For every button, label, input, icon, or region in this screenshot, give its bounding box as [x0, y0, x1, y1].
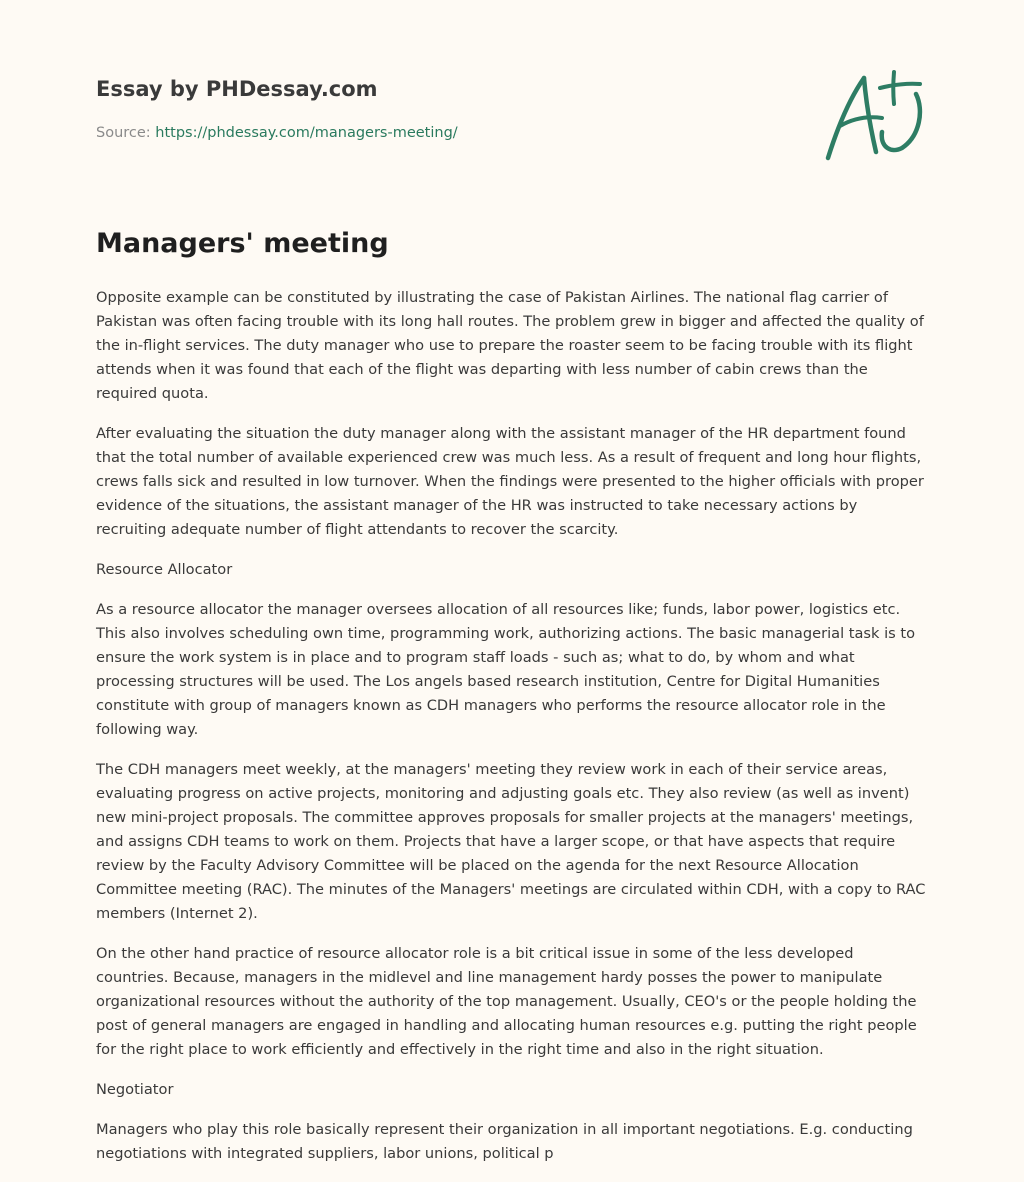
a-plus-grade-icon [820, 66, 930, 166]
essay-paragraph: On the other hand practice of resource allocator role is a bit critical issue in some of the less developed countries. Because, managers in the midlevel and line management hardy posses the power to manipulate organizational resources without the authority of the top management. Usually, CEO's or the people holding the post of general managers are engaged in handling and allocating human resources e.g. putting the right people for the right place to work efficiently and effectively in the right time and also in the right situation. [96, 945, 917, 1058]
source-line [96, 123, 696, 143]
site-title: Essay by PHDessay.com [96, 77, 378, 101]
section-heading-resource-allocator: Resource Allocator [96, 561, 233, 578]
essay-paragraph: As a resource allocator the manager oversees allocation of all resources like; funds, labor power, logistics etc. This also involves scheduling own time, programming work, authorizing actions. The basic managerial task is to ensure the work system is in place and to program staff loads - such as; what to do, by whom and what processing structures will be used. The Los angels based research institution, Centre for Digital Humanities constitute with group of managers known as CDH managers who performs the resource allocator role in the following way. [96, 601, 916, 738]
essay-paragraph: The CDH managers meet weekly, at the managers' meeting they review work in each of their service areas, evaluating progress on active projects, monitoring and adjusting goals etc. They also review (as well as invent) new mini-project proposals. The committee approves proposals for smaller projects at the managers' meetings, and assigns CDH teams to work on them. Projects that have a larger scope, or that have aspects that require review by the Faculty Advisory Committee will be placed on the agenda for the next Resource Allocation Committee meeting (RAC). The minutes of the Managers' meetings are circulated within CDH, with a copy to RAC members (Internet 2). [96, 761, 926, 922]
essay-title: Managers' meeting [96, 228, 389, 259]
page-header [96, 74, 696, 143]
essay-content [96, 222, 930, 1182]
essay-paragraph: After evaluating the situation the duty manager along with the assistant manager of the HR department found that the total number of available experienced crew was much less. As a result of frequent and long hour flights, crews falls sick and resulted in low turnover. When the findings were presented to the higher officials with proper evidence of the situations, the assistant manager of the HR was instructed to take necessary actions by recruiting adequate number of flight attendants to recover the scarcity. [96, 425, 924, 538]
essay-paragraph: Opposite example can be constituted by illustrating the case of Pakistan Airlines. The national flag carrier of Pakistan was often facing trouble with its long hall routes. The problem grew in bigger and affected the quality of the in-flight services. The duty manager who use to prepare the roaster seem to be facing trouble with its flight attends when it was found that each of the flight was departing with less number of cabin crews than the required quota. [96, 289, 924, 402]
essay-paragraph: Managers who play this role basically represent their organization in all important negotiations. E.g. conducting negotiations with integrated suppliers, labor unions, political p [96, 1121, 913, 1162]
section-heading-negotiator: Negotiator [96, 1081, 174, 1098]
source-label: Source: [96, 125, 151, 141]
source-link[interactable]: https://phdessay.com/managers-meeting/ [155, 125, 458, 141]
